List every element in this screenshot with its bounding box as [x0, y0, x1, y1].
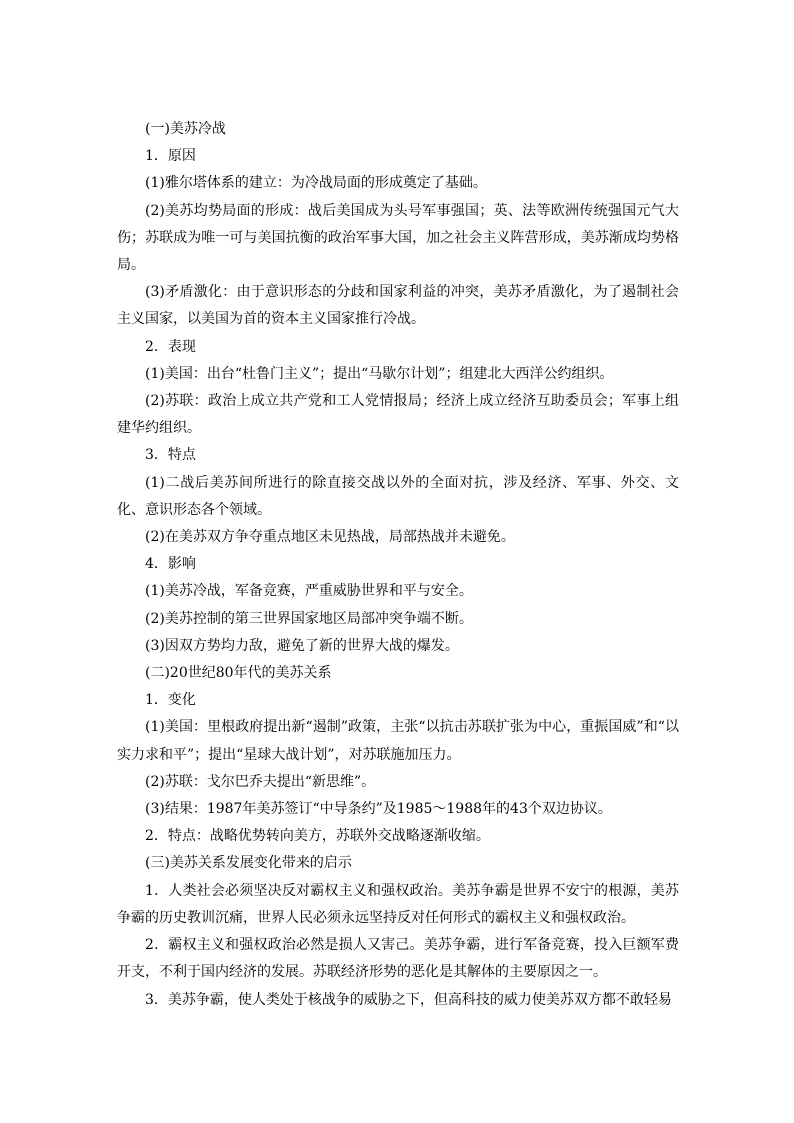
subheading-changes: 1．变化 [145, 692, 196, 709]
subheading-characteristics: 3．特点 [145, 447, 196, 464]
paragraph: (2)苏联：政治上成立共产党和工人党情报局；经济上成立经济互助委员会；军事上组建华约组织。 [117, 393, 679, 437]
paragraph: (2)美苏控制的第三世界国家地区局部冲突争端不断。 [145, 610, 473, 627]
paragraph: (2)在美苏双方争夺重点地区未见热战，局部热战并未避免。 [145, 529, 515, 546]
paragraph: (1)美国：出台“杜鲁门主义”；提出“马歇尔计划”；组建北大西洋公约组织。 [145, 365, 614, 382]
subheading-impact: 4．影响 [145, 556, 196, 573]
paragraph: 2．特点：战略优势转向美方，苏联外交战略逐渐收缩。 [145, 828, 490, 845]
paragraph: 2．霸权主义和强权政治必然是损人又害己。美苏争霸，进行军备竞赛，投入巨额军费开支，不利于国内经济的发展。苏联经济形势的恶化是其解体的主要原因之一。 [117, 937, 679, 981]
paragraph: (2)美苏均势局面的形成：战后美国成为头号军事强国；英、法等欧洲传统强国元气大伤；苏联成为唯一可与美国抗衡的政治军事大国，加之社会主义阵营形成，美苏渐成均势格局。 [117, 202, 679, 274]
paragraph: (3)结果：1987年美苏签订“中导条约”及1985～1988年的43个双边协议。 [145, 801, 612, 818]
section-heading-cold-war: (一)美苏冷战 [145, 121, 226, 137]
subheading-causes: 1．原因 [145, 148, 196, 165]
paragraph: (2)苏联：戈尔巴乔夫提出“新思维”。 [145, 773, 376, 790]
subheading-manifestations: 2．表现 [145, 338, 196, 355]
paragraph: (1)美国：里根政府提出新“遏制”政策，主张“以抗击苏联扩张为中心，重振国威”和“以实力求和平”；提出“星球大战计划”，对苏联施加压力。 [117, 719, 679, 763]
section-heading-lessons: (三)美苏关系发展变化带来的启示 [145, 855, 352, 872]
paragraph: (1)雅尔塔体系的建立：为冷战局面的形成奠定了基础。 [145, 175, 487, 192]
section-heading-1980s-relations: (二)20世纪80年代的美苏关系 [145, 665, 332, 682]
paragraph: (1)二战后美苏间所进行的除直接交战以外的全面对抗，涉及经济、军事、外交、文化、意识形态各个领域。 [117, 474, 679, 518]
paragraph: (3)矛盾激化：由于意识形态的分歧和国家利益的冲突，美苏矛盾激化，为了遏制社会主义国家，以美国为首的资本主义国家推行冷战。 [117, 284, 679, 328]
paragraph: (3)因双方势均力敌，避免了新的世界大战的爆发。 [145, 637, 459, 654]
paragraph: 1．人类社会必须坚决反对霸权主义和强权政治。美苏争霸是世界不安宁的根源，美苏争霸的历史教训沉痛，世界人民必须永远坚持反对任何形式的霸权主义和强权政治。 [117, 882, 679, 926]
document-page [117, 116, 679, 1014]
paragraph: (1)美苏冷战，军备竞赛，严重威胁世界和平与安全。 [145, 583, 473, 600]
paragraph: 3．美苏争霸，使人类处于核战争的威胁之下，但高科技的威力使美苏双方都不敢轻易 [145, 991, 672, 1008]
